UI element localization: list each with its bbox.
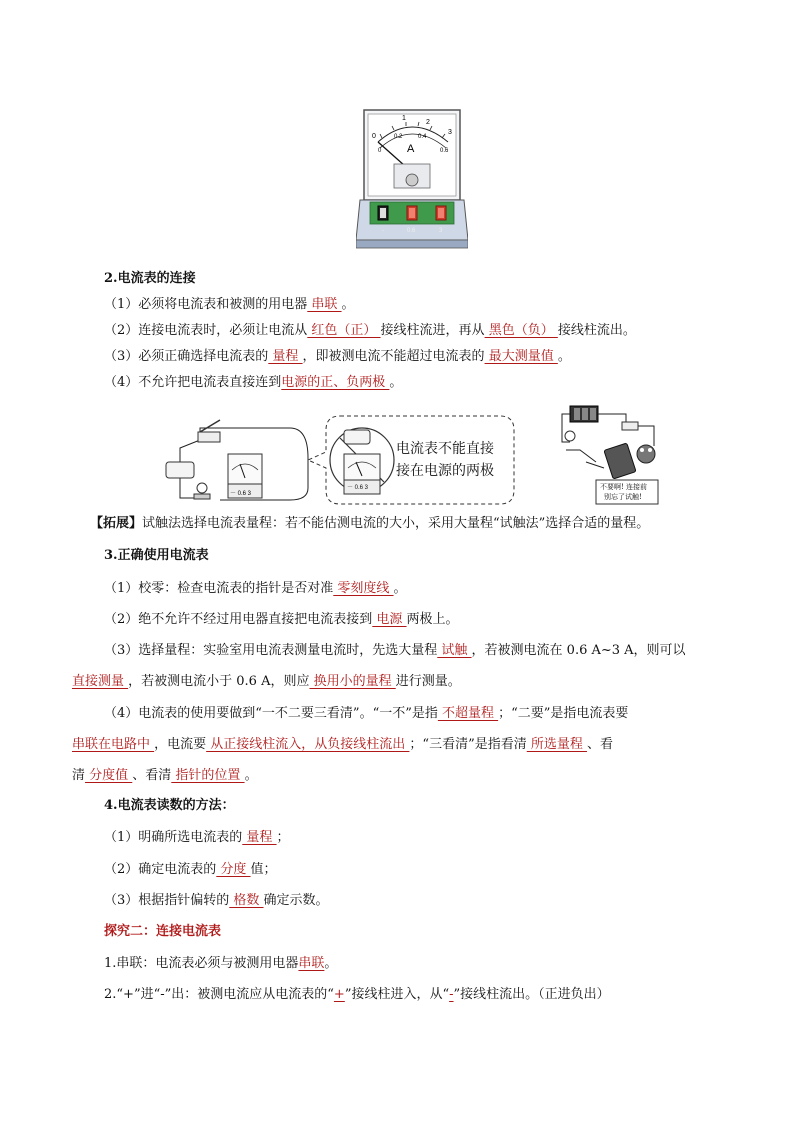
text: （1）明确所选电流表的	[104, 830, 243, 845]
s2-item-4	[104, 374, 402, 392]
text: （2）连接电流表时，必须让电流从	[104, 323, 308, 338]
s3-item-4-cont	[72, 736, 613, 754]
s2-item-1	[104, 296, 355, 314]
answer-blank: 所选量程	[526, 737, 587, 752]
circuit-wrong-illustration	[160, 418, 312, 506]
scale-top-0: 0	[372, 133, 376, 140]
scale-bottom-1: 0.2	[394, 134, 403, 140]
svg-text:－ 0.6 3: － 0.6 3	[230, 491, 252, 497]
answer-blank: -	[449, 987, 454, 1002]
text: （1）校零：检查电流表的指针是否对准	[104, 581, 334, 596]
trial-touch-cartoon	[556, 402, 666, 506]
answer-blank: 黑色（负）	[484, 323, 558, 338]
answer-blank: 换用小的量程	[309, 674, 396, 689]
text: 。	[341, 297, 355, 312]
text: 、看	[586, 737, 613, 752]
text: （3）选择量程：实验室用电流表测量电流时，先选大量程	[104, 643, 438, 658]
answer-blank: 分度	[216, 862, 251, 877]
terminal-negative-icon	[378, 206, 388, 220]
scale-bottom-0: 0	[378, 148, 382, 154]
scale-top-1: 1	[402, 115, 406, 122]
s4-item-3	[104, 892, 329, 910]
text: （1）必须将电流表和被测的用电器	[104, 297, 308, 312]
s3-item-4	[104, 705, 628, 723]
text: 、看清	[132, 768, 172, 783]
answer-blank: 零刻度线	[333, 581, 394, 596]
text: ；“二要”是指电流表要	[498, 706, 629, 721]
bubble-text-line-2: 接在电源的两极	[396, 463, 494, 479]
answer-blank: 电源	[372, 612, 407, 627]
answer-blank: 格数	[229, 893, 264, 908]
text: 清	[72, 768, 86, 783]
warning-text-line-1: 不要啊! 连接前	[600, 483, 648, 491]
text: 接线柱流进，再从	[380, 323, 485, 338]
scale-bottom-3: 0.6	[440, 148, 449, 154]
section-3-heading: 3.正确使用电流表	[104, 548, 209, 563]
answer-blank: 量程	[268, 349, 303, 364]
answer-blank: 分度值	[85, 768, 133, 783]
ammeter-figure	[356, 108, 468, 250]
text: 接线柱流出。	[557, 323, 636, 338]
warning-bubble	[300, 412, 518, 508]
expand-text: 试触法选择电流表量程：若不能估测电流的大小，采用大量程“试触法”选择合适的量程。	[142, 516, 650, 531]
s3-item-4-cont-2	[72, 767, 258, 785]
text: ，若被测电流在 0.6 A~3 A，则可以	[471, 643, 686, 658]
terminal-0.6-icon	[407, 206, 417, 220]
s4-item-2	[104, 861, 277, 879]
text: 1.串联：电流表必须与被测用电器	[104, 956, 299, 971]
answer-blank: 串联	[307, 297, 342, 312]
answer-blank: 串联在电路中	[72, 737, 155, 752]
text: 。	[324, 956, 338, 971]
s3-item-2	[104, 611, 459, 629]
answer-blank: 红色（正）	[307, 323, 381, 338]
text: 2.“+”进“-”出：被测电流应从电流表的“	[104, 987, 334, 1002]
text: 确定示数。	[263, 893, 329, 908]
explore-item-2	[104, 986, 610, 1004]
warning-text-line-2: 别忘了试触!	[604, 493, 642, 501]
text: 。	[557, 349, 571, 364]
answer-blank: 不超量程	[437, 706, 499, 721]
text: ；“三看清”是指看清	[409, 737, 527, 752]
terminal-label-neg: -	[382, 228, 384, 234]
answer-blank: +	[333, 987, 345, 1002]
section-4-heading: 4.电流表读数的方法：	[104, 798, 235, 813]
text: （2）确定电流表的	[104, 862, 217, 877]
answer-blank: 最大测量值	[484, 349, 558, 364]
text: （3）根据指针偏转的	[104, 893, 230, 908]
text: ；	[276, 830, 290, 845]
expand-bracket: 【拓展】	[90, 516, 143, 531]
text: ，即被测电流不能超过电流表的	[302, 349, 485, 364]
scale-top-3: 3	[448, 129, 452, 136]
text: （4）电流表的使用要做到“一不二要三看清”。“一不”是指	[104, 706, 438, 721]
s2-item-2	[104, 322, 636, 340]
scale-top-2: 2	[426, 119, 430, 126]
text: 。	[389, 375, 403, 390]
text: 进行测量。	[395, 674, 461, 689]
text: ”接线柱流出。（正进负出）	[453, 987, 610, 1002]
text: （4）不允许把电流表直接连到	[104, 375, 282, 390]
text: ，若被测电流小于 0.6 A，则应	[128, 674, 310, 689]
text: ，电流要	[154, 737, 207, 752]
bubble-scale-text: － 0.6 3	[347, 485, 369, 491]
explore-item-1	[104, 955, 337, 973]
s2-item-3	[104, 348, 571, 366]
scale-bottom-2: 0.4	[418, 134, 427, 140]
unit-label: A	[407, 143, 415, 155]
s3-item-3-cont	[72, 673, 461, 691]
answer-blank: 试触	[437, 643, 472, 658]
s4-item-1	[104, 829, 290, 847]
terminal-label-06: 0.6	[407, 228, 416, 234]
text: ”接线柱进入，从“	[344, 987, 450, 1002]
answer-blank: 从正接线柱流入，从负接线柱流出	[206, 737, 410, 752]
answer-blank: 直接测量	[72, 674, 129, 689]
text: 值；	[250, 862, 277, 877]
answer-blank: 电源的正、负两极	[281, 375, 390, 390]
bubble-text-line-1: 电流表不能直接	[396, 441, 494, 457]
text: （3）必须正确选择电流表的	[104, 349, 269, 364]
text: 。	[244, 768, 258, 783]
text: 两极上。	[406, 612, 459, 627]
text: 。	[393, 581, 407, 596]
terminal-3-icon	[436, 206, 446, 220]
answer-blank: 量程	[242, 830, 277, 845]
answer-blank: 串联	[298, 956, 325, 971]
explore-heading: 探究二：连接电流表	[104, 924, 222, 939]
section-2-heading: 2.电流表的连接	[104, 271, 196, 286]
terminal-label-3: 3	[439, 228, 443, 234]
answer-blank: 指针的位置	[171, 768, 245, 783]
s3-item-3	[104, 642, 686, 660]
s3-item-1	[104, 580, 407, 598]
text: （2）绝不允许不经过用电器直接把电流表接到	[104, 612, 373, 627]
expand-note	[90, 515, 649, 533]
